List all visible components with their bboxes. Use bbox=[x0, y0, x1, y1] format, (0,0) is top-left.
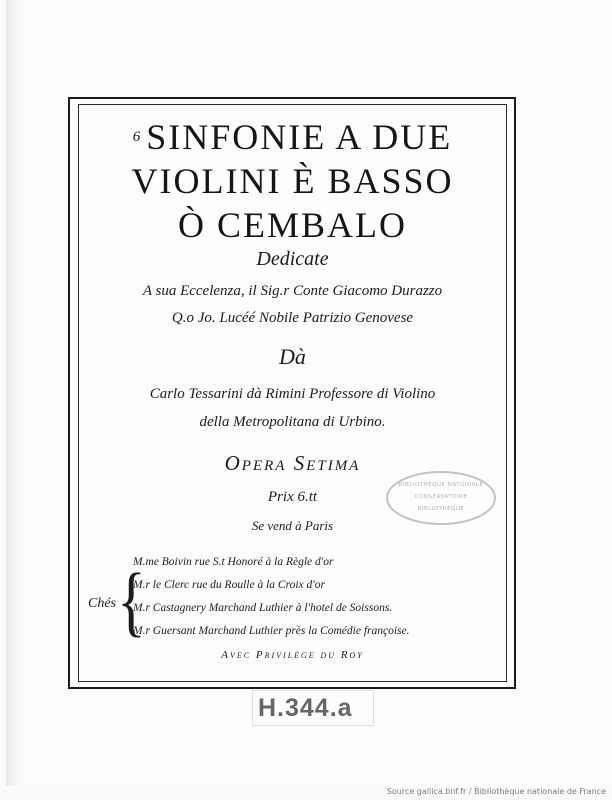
price: Prix 6.tt bbox=[267, 489, 318, 505]
seller-item: M.r Castagnery Marchand Luthier à l'hotel de Soissons. bbox=[133, 602, 393, 614]
title-text-1: SINFONIE A DUE bbox=[146, 117, 453, 157]
stamp-line-3: BIBLIOTHÈQUE bbox=[417, 506, 465, 512]
title-line-3: Ò CEMBALO bbox=[177, 205, 407, 245]
author-line-1: Carlo Tessarini dà Rimini Professore di Violino bbox=[149, 386, 436, 402]
sale-location: Se vend à Paris bbox=[251, 518, 334, 533]
shelfmark: H.344.a bbox=[258, 694, 353, 722]
dedication-line-1: A sua Eccelenza, il Sig.r Conte Giacomo Durazzo bbox=[142, 283, 443, 299]
seller-item: M.r le Clerc rue du Roulle à la Croix d'or bbox=[133, 579, 325, 591]
dedication-label: Dedicate bbox=[256, 248, 329, 270]
source-footer: Source gallica.bnf.fr / Bibliothèque nationale de France bbox=[386, 787, 606, 796]
binding-edge bbox=[6, 0, 25, 786]
title-line-2: VIOLINI È BASSO bbox=[131, 161, 454, 201]
title-number: 6 bbox=[132, 129, 143, 145]
stamp-line-1: BIBLIOTHÈQUE NATIONALE bbox=[398, 482, 484, 488]
privilege-notice: Avec Privilége du Roy bbox=[221, 649, 364, 661]
sellers-brace-icon: { bbox=[117, 558, 146, 644]
library-stamp bbox=[386, 471, 496, 525]
stamp-line-2: CONSERVATOIRE bbox=[414, 494, 468, 500]
sellers-label: Chés bbox=[88, 596, 116, 611]
author-prep: Dà bbox=[279, 344, 306, 369]
seller-item: M.me Boivin rue S.t Honoré à la Règle d'or bbox=[133, 556, 334, 568]
dedication-line-2: Q.o Jo. Lucéé Nobile Patrizio Genovese bbox=[171, 310, 414, 326]
seller-item: M.r Guersant Marchand Luthier près la Comédie françoise. bbox=[133, 625, 410, 637]
opus-title: Opera Setima bbox=[224, 451, 361, 475]
title-line-1 bbox=[78, 117, 507, 157]
author-line-2: della Metropolitana di Urbino. bbox=[199, 414, 386, 430]
